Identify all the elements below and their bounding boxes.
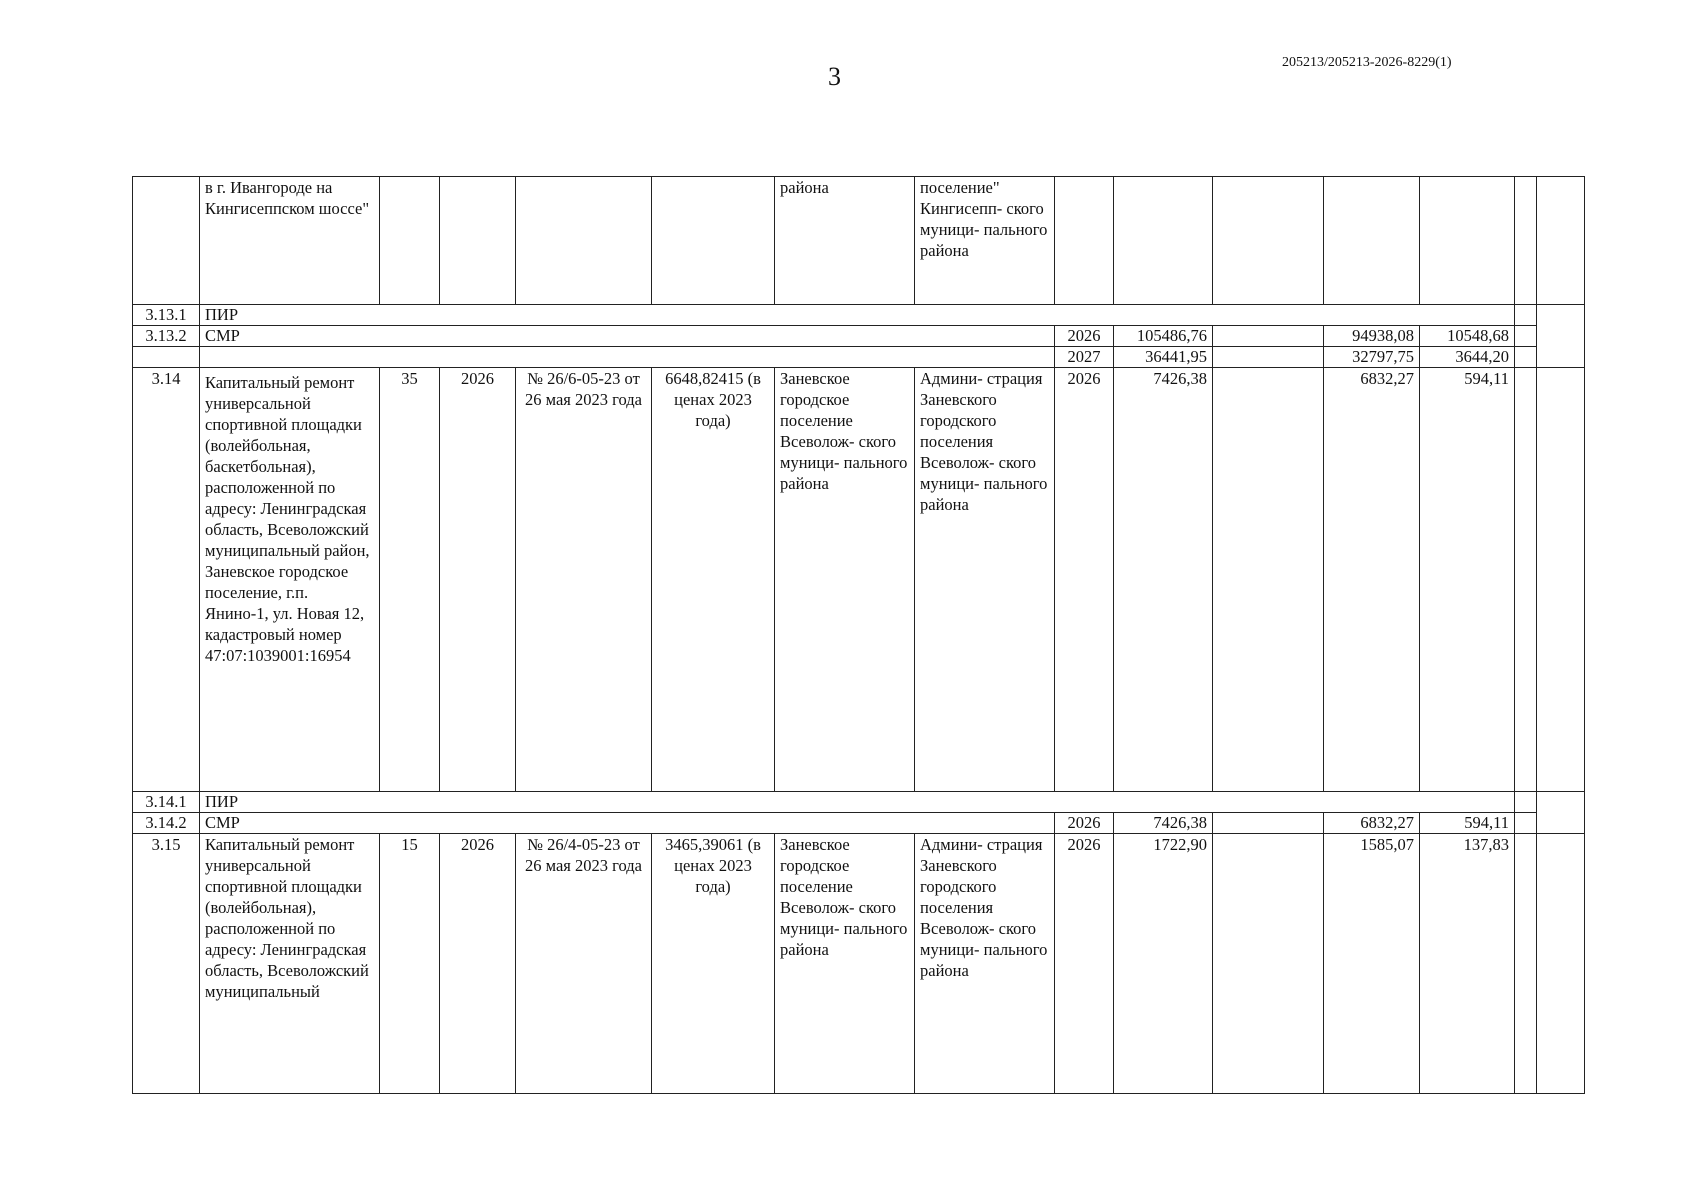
capacity-cell: 35: [380, 368, 440, 792]
location-cell: Заневское городское поселение Всеволож- ского муници- пального района: [775, 834, 915, 1094]
row-number-cell: 3.14.1: [133, 792, 200, 813]
expertise-cell: № 26/4-05-23 от 26 мая 2023 года: [516, 834, 652, 1094]
year-cell: 2027: [1055, 347, 1114, 368]
capacity-cell: 15: [380, 834, 440, 1094]
table-row: [133, 834, 1585, 1094]
investment-table: [132, 176, 1585, 1094]
page-number: 3: [828, 62, 841, 91]
cost-cell: 3465,39061 (в ценах 2023 года): [652, 834, 775, 1094]
row-number-cell: 3.13.1: [133, 305, 200, 326]
year-cell: 2026: [1055, 834, 1114, 1094]
document-id: 205213/205213-2026-8229(1): [1282, 55, 1452, 70]
customer-cell: Админи- страция Заневского городского поселения Всеволож- ского муници- пального района: [915, 368, 1055, 792]
regional-cell: 6832,27: [1324, 368, 1420, 792]
cost-cell: 6648,82415 (в ценах 2023 года): [652, 368, 775, 792]
year-end-cell: 2026: [440, 834, 516, 1094]
row-number-cell: 3.15: [133, 834, 200, 1094]
table-row: [133, 813, 1585, 834]
regional-cell: 32797,75: [1324, 347, 1420, 368]
local-cell: 137,83: [1420, 834, 1515, 1094]
total-cell: 7426,38: [1114, 368, 1213, 792]
expertise-cell: № 26/6-05-23 от 26 мая 2023 года: [516, 368, 652, 792]
object-name-cell: Капитальный ремонт универсальной спортивной площадки (волейбольная, баскетбольная), расположенной по адресу: Ленинградская область, Всеволожский муниципальный район, Заневское городское поселение, г.п. Янино-1, ул. Новая 12, кадастровый номер 47:07:1039001:16954: [200, 368, 380, 792]
row-number-cell: 3.13.2: [133, 326, 200, 347]
table-row: [133, 347, 1585, 368]
location-cell: района: [775, 177, 915, 305]
year-cell: 2026: [1055, 368, 1114, 792]
table-row: [133, 368, 1585, 792]
table-row: [133, 792, 1585, 813]
location-cell: Заневское городское поселение Всеволож- ского муници- пального района: [775, 368, 915, 792]
stage-label-cell: СМР: [200, 813, 1055, 834]
customer-cell: Админи- страция Заневского городского поселения Всеволож- ского муници- пального района: [915, 834, 1055, 1094]
regional-cell: 6832,27: [1324, 813, 1420, 834]
total-cell: 105486,76: [1114, 326, 1213, 347]
row-number-cell: [133, 177, 200, 305]
local-cell: 594,11: [1420, 368, 1515, 792]
table-row: [133, 326, 1585, 347]
total-cell: 1722,90: [1114, 834, 1213, 1094]
local-cell: 594,11: [1420, 813, 1515, 834]
regional-cell: 94938,08: [1324, 326, 1420, 347]
year-cell: 2026: [1055, 326, 1114, 347]
stage-label-cell: СМР: [200, 326, 1055, 347]
customer-cell: поселение" Кингисепп- ского муници- пального района: [915, 177, 1055, 305]
stage-label-cell: ПИР: [200, 305, 1515, 326]
row-number-cell: 3.14.2: [133, 813, 200, 834]
total-cell: 7426,38: [1114, 813, 1213, 834]
year-cell: 2026: [1055, 813, 1114, 834]
regional-cell: 1585,07: [1324, 834, 1420, 1094]
total-cell: 36441,95: [1114, 347, 1213, 368]
year-end-cell: 2026: [440, 368, 516, 792]
local-cell: 10548,68: [1420, 326, 1515, 347]
object-name-cell: в г. Ивангороде на Кингисеппском шоссе": [200, 177, 380, 305]
object-name-cell: Капитальный ремонт универсальной спортивной площадки (волейбольная), расположенной по адресу: Ленинградская область, Всеволожский муниципальный: [200, 834, 380, 1094]
table-row: [133, 177, 1585, 305]
stage-label-cell: ПИР: [200, 792, 1515, 813]
table-row: [133, 305, 1585, 326]
row-number-cell: 3.14: [133, 368, 200, 792]
local-cell: 3644,20: [1420, 347, 1515, 368]
